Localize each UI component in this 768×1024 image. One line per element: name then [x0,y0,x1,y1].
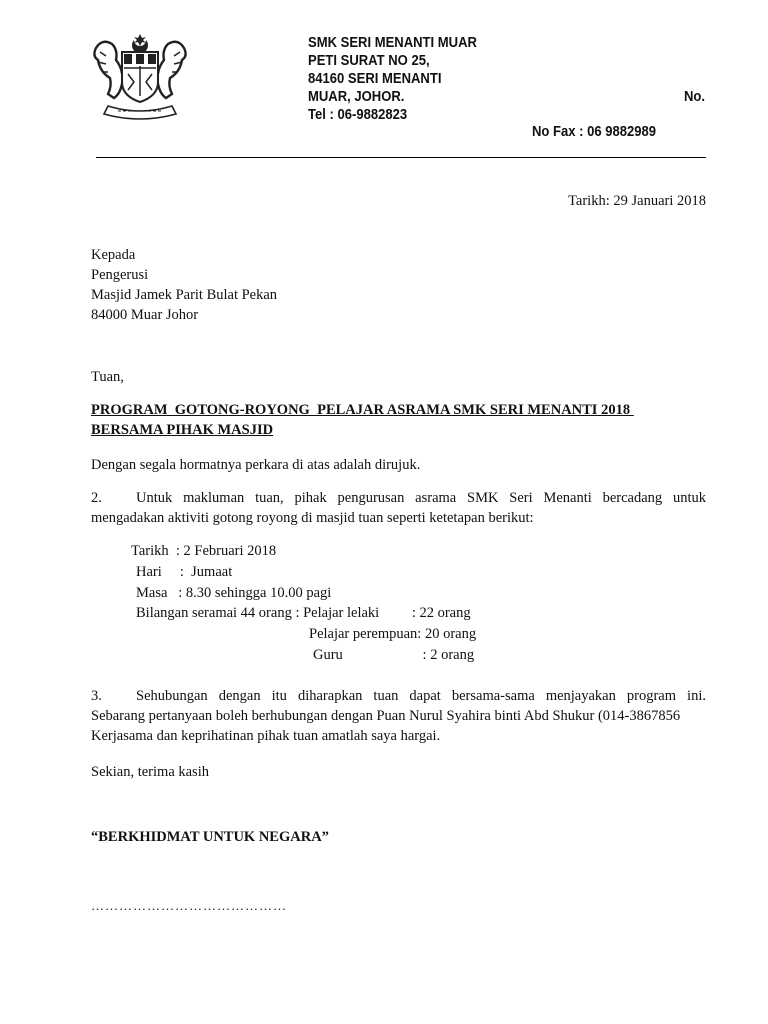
paragraph-3-line-2: Sebarang pertanyaan boleh berhubungan dengan Puan Nurul Syahira binti Abd Shukur (014-3867856 [91,708,681,724]
detail-time: Masa : 8.30 sehingga 10.00 pagi [136,585,332,601]
detail-teachers: Guru : 2 orang [313,647,475,663]
subject-line-2: BERSAMA PIHAK MASJID [91,422,274,438]
fax-number: No Fax : 06 9882989 [532,124,657,140]
paragraph-2-line-1: Untuk makluman tuan, pihak pengurusan asrama SMK Seri Menanti bercadang untuk [136,490,706,506]
paragraph-3-number: 3. [91,688,102,704]
detail-participants-female: Pelajar perempuan: 20 orang [309,626,477,642]
paragraph-1: Dengan segala hormatnya perkara di atas adalah dirujuk. [91,457,421,473]
recipient-line: Masjid Jamek Parit Bulat Pekan [91,287,278,303]
subject-line-1: PROGRAM GOTONG-ROYONG PELAJAR ASRAMA SMK SERI MENANTI 2018 [91,402,634,418]
motto: “BERKHIDMAT UNTUK NEGARA” [91,829,329,845]
signature-line: …………………………………… [91,898,287,913]
header-divider [96,157,706,158]
coat-of-arms-logo [90,32,190,122]
recipient-address [91,245,277,325]
paragraph-2-line-2: mengadakan aktiviti gotong royong di masjid tuan seperti ketetapan berikut: [91,510,534,526]
paragraph-2-number: 2. [91,490,102,506]
salutation: Tuan, [91,369,124,385]
address-line-state: MUAR, JOHOR. [308,89,405,105]
paragraph-3-line-1: Sehubungan dengan itu diharapkan tuan dapat bersama-sama menjayakan program ini. [136,688,706,704]
paragraph-3-line-3: Kerjasama dan keprihatinan pihak tuan amatlah saya hargai. [91,728,441,744]
recipient-line: Kepada [91,247,136,263]
school-address-block [308,34,477,124]
recipient-line: 84000 Muar Johor [91,307,199,323]
address-line-po-box: PETI SURAT NO 25, [308,53,430,69]
school-name: SMK SERI MENANTI MUAR [308,35,477,51]
address-line-postcode: 84160 SERI MENANTI [308,71,442,87]
closing-remark: Sekian, terima kasih [91,764,209,780]
detail-date: Tarikh : 2 Februari 2018 [131,543,277,559]
telephone-number: Tel : 06-9882823 [308,107,408,123]
reference-number-label: No. [684,89,706,105]
recipient-line: Pengerusi [91,267,149,283]
letter-date: Tarikh: 29 Januari 2018 [568,193,706,209]
detail-day: Hari : Jumaat [136,564,233,580]
detail-participants-male: Bilangan seramai 44 orang : Pelajar lelaki : 22 orang [136,605,471,621]
